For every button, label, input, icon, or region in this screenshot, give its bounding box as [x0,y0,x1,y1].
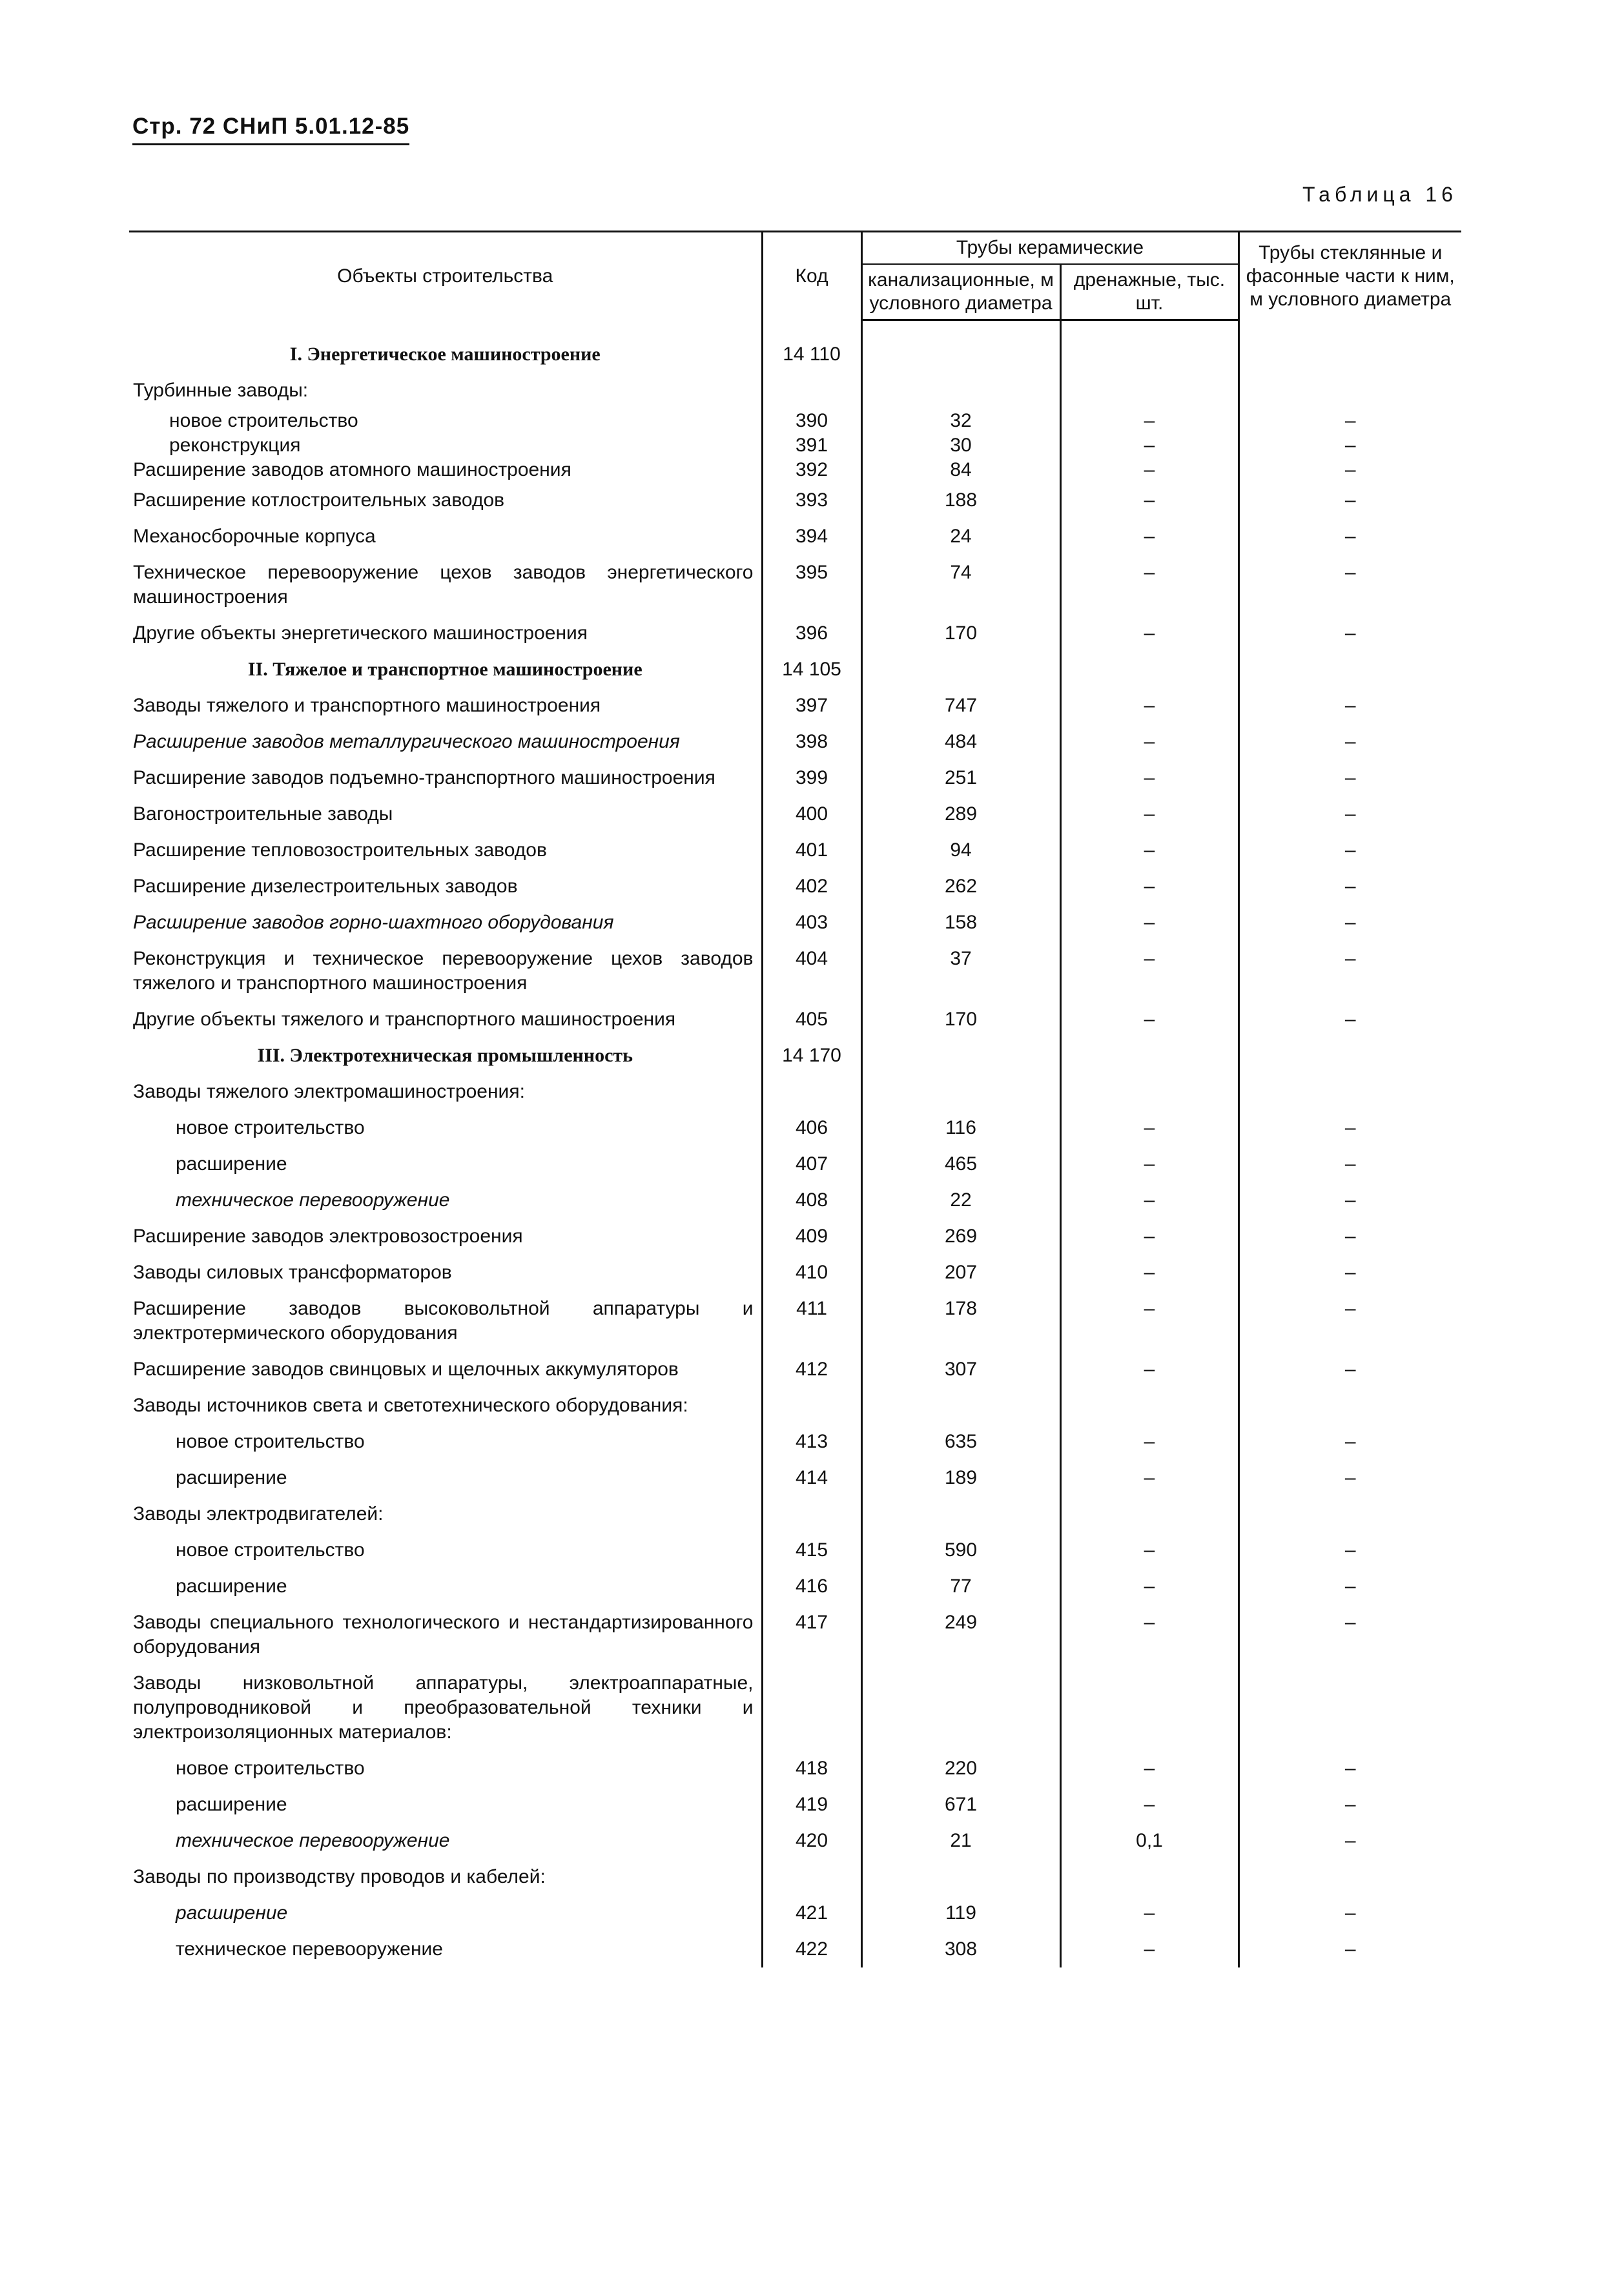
table-row [129,1895,1461,1931]
table-row [129,1931,1461,1967]
row-glass: – [1239,1568,1461,1605]
row-code: 400 [762,796,861,832]
row-code [762,1665,861,1751]
row-glass: – [1239,1218,1461,1255]
table-row [129,832,1461,868]
row-drain: – [1060,1895,1239,1931]
row-glass: – [1239,832,1461,868]
row-code: 401 [762,832,861,868]
row-sewer: 220 [861,1751,1060,1787]
row-drain [1060,1496,1239,1532]
row-sewer: 116 [861,1110,1060,1146]
table-row [129,1074,1461,1110]
row-code: 415 [762,1532,861,1568]
table-row [129,1255,1461,1291]
row-drain [1060,373,1239,409]
table-row [129,1182,1461,1218]
row-glass: – [1239,1605,1461,1665]
section-row [129,652,1461,688]
row-sewer: 30 [861,433,1060,458]
row-name: Другие объекты тяжелого и транспортного машиностроения [133,1008,676,1030]
row-drain [1060,1859,1239,1895]
table-title: Таблица 16 [1302,183,1457,206]
row-code: 411 [762,1291,861,1351]
table-row [129,724,1461,760]
page-header: Стр. 72 СНиП 5.01.12-85 [132,114,409,145]
row-code: 410 [762,1255,861,1291]
row-sewer: 465 [861,1146,1060,1182]
col-ceramic: Трубы керамические [861,232,1239,265]
row-glass: – [1239,1751,1461,1787]
table-row [129,905,1461,941]
table-row [129,409,1461,433]
row-glass: – [1239,458,1461,482]
table-row [129,1823,1461,1859]
row-drain [1060,320,1239,373]
row-code [762,373,861,409]
row-sewer: 590 [861,1532,1060,1568]
row-drain: – [1060,941,1239,1001]
row-code: 395 [762,555,861,615]
row-drain: – [1060,724,1239,760]
row-glass: – [1239,615,1461,652]
row-sewer: 251 [861,760,1060,796]
row-glass: – [1239,1460,1461,1496]
col-code: Код [762,232,861,320]
row-drain: – [1060,1532,1239,1568]
row-name: техническое перевооружение [176,1829,450,1851]
table-row [129,760,1461,796]
table-row [129,458,1461,482]
row-code: 399 [762,760,861,796]
row-code: 407 [762,1146,861,1182]
row-code [762,1388,861,1424]
row-glass: – [1239,1291,1461,1351]
table-row [129,1496,1461,1532]
table-row [129,482,1461,519]
row-code: 397 [762,688,861,724]
row-name: I. Энергетическое машиностроение [289,343,601,365]
row-drain [1060,1038,1239,1074]
row-name: Расширение заводов электровозостроения [133,1225,523,1247]
row-sewer: 207 [861,1255,1060,1291]
row-sewer: 189 [861,1460,1060,1496]
row-drain: – [1060,615,1239,652]
row-sewer: 747 [861,688,1060,724]
row-code: 418 [762,1751,861,1787]
row-glass: – [1239,1351,1461,1388]
row-glass: – [1239,482,1461,519]
row-name: Расширение заводов свинцовых и щелочных аккумуляторов [133,1358,679,1380]
row-name: Другие объекты энергетического машиностроения [133,622,588,644]
row-name: Турбинные заводы: [133,379,309,401]
row-sewer: 94 [861,832,1060,868]
row-glass: – [1239,555,1461,615]
row-name: Расширение дизелестроительных заводов [133,875,518,897]
row-sewer [861,652,1060,688]
row-code: 422 [762,1931,861,1967]
row-glass: – [1239,1424,1461,1460]
table-row [129,1218,1461,1255]
row-name: Расширение заводов горно-шахтного оборудования [133,911,614,933]
pipe-norms-table [129,231,1461,1967]
row-name: расширение [176,1902,288,1924]
row-sewer: 170 [861,1001,1060,1038]
row-drain [1060,652,1239,688]
row-glass: – [1239,1823,1461,1859]
row-drain: 0,1 [1060,1823,1239,1859]
row-drain: – [1060,832,1239,868]
row-sewer: 188 [861,482,1060,519]
row-drain: – [1060,1424,1239,1460]
row-code: 406 [762,1110,861,1146]
table-row [129,1787,1461,1823]
row-code: 402 [762,868,861,905]
row-name: техническое перевооружение [176,1938,443,1960]
row-glass: – [1239,868,1461,905]
row-name: Заводы специального технологического и нестандартизированного оборудования [133,1611,754,1658]
row-drain [1060,1388,1239,1424]
row-name: Заводы электродвигателей: [133,1503,384,1525]
col-drainage: дренажные, тыс. шт. [1060,264,1239,320]
row-glass: – [1239,1182,1461,1218]
row-sewer: 269 [861,1218,1060,1255]
row-drain: – [1060,868,1239,905]
row-code: 416 [762,1568,861,1605]
row-glass: – [1239,1895,1461,1931]
row-drain: – [1060,482,1239,519]
row-sewer: 178 [861,1291,1060,1351]
row-code: 409 [762,1218,861,1255]
row-code: 393 [762,482,861,519]
section-row [129,1038,1461,1074]
row-sewer: 158 [861,905,1060,941]
row-glass: – [1239,905,1461,941]
row-glass: – [1239,1787,1461,1823]
table-row [129,1424,1461,1460]
section-row [129,320,1461,373]
row-drain: – [1060,760,1239,796]
row-drain [1060,1074,1239,1110]
row-drain: – [1060,555,1239,615]
table-row [129,941,1461,1001]
table-row [129,1568,1461,1605]
table-row [129,1146,1461,1182]
row-name: Реконструкция и техническое перевооружение цехов заводов тяжелого и транспортного машиностроения [133,947,754,994]
row-sewer: 307 [861,1351,1060,1388]
row-glass [1239,1665,1461,1751]
row-drain: – [1060,1568,1239,1605]
row-drain [1060,1665,1239,1751]
table-row [129,433,1461,458]
row-name: Расширение заводов металлургического машиностроения [133,730,680,752]
row-drain: – [1060,1605,1239,1665]
row-name: Заводы силовых трансформаторов [133,1261,452,1283]
row-code: 391 [762,433,861,458]
row-drain: – [1060,1291,1239,1351]
col-sewer: канализационные, м условного диаметра [861,264,1060,320]
row-code: 390 [762,409,861,433]
row-sewer: 635 [861,1424,1060,1460]
table-row [129,688,1461,724]
row-drain: – [1060,688,1239,724]
row-sewer: 308 [861,1931,1060,1967]
row-glass: – [1239,796,1461,832]
row-name: новое строительство [176,1116,365,1138]
row-glass [1239,320,1461,373]
row-glass [1239,1074,1461,1110]
row-name: расширение [176,1793,287,1815]
col-glass: Трубы стеклянные и фасонные части к ним, м условного диаметра [1239,232,1461,320]
row-code: 398 [762,724,861,760]
row-glass [1239,1388,1461,1424]
row-code: 14 110 [762,320,861,373]
row-name: III. Электротехническая промышленность [257,1044,633,1066]
row-glass: – [1239,1110,1461,1146]
row-code: 412 [762,1351,861,1388]
row-code: 421 [762,1895,861,1931]
row-code: 417 [762,1605,861,1665]
row-glass: – [1239,1146,1461,1182]
row-code: 14 105 [762,652,861,688]
row-drain: – [1060,458,1239,482]
row-code: 14 170 [762,1038,861,1074]
row-name: II. Тяжелое и транспортное машиностроение [247,658,642,680]
row-code: 405 [762,1001,861,1038]
row-glass: – [1239,1001,1461,1038]
row-code: 414 [762,1460,861,1496]
row-code [762,1859,861,1895]
row-drain: – [1060,409,1239,433]
row-name: реконструкция [169,434,301,456]
row-code [762,1496,861,1532]
table-row [129,1291,1461,1351]
table-row [129,1859,1461,1895]
row-sewer: 289 [861,796,1060,832]
row-name: техническое перевооружение [176,1189,450,1211]
row-sewer [861,1388,1060,1424]
row-sewer: 74 [861,555,1060,615]
row-glass: – [1239,519,1461,555]
row-glass [1239,1496,1461,1532]
row-drain: – [1060,796,1239,832]
row-glass [1239,652,1461,688]
row-sewer [861,320,1060,373]
row-code: 392 [762,458,861,482]
row-drain: – [1060,1351,1239,1388]
row-glass [1239,1038,1461,1074]
row-name: Расширение заводов высоковольтной аппаратуры и электротермического оборудования [133,1297,754,1344]
row-sewer: 84 [861,458,1060,482]
row-name: новое строительство [169,409,358,431]
row-name: Заводы тяжелого электромашиностроения: [133,1080,525,1102]
row-sewer [861,1496,1060,1532]
row-drain: – [1060,1110,1239,1146]
row-sewer: 32 [861,409,1060,433]
table-row [129,615,1461,652]
row-name: расширение [176,1466,287,1488]
row-name: Расширение заводов атомного машиностроения [133,458,571,480]
row-sewer [861,373,1060,409]
row-code: 419 [762,1787,861,1823]
row-drain: – [1060,1001,1239,1038]
row-name: Вагоностроительные заводы [133,803,393,825]
table-row [129,1460,1461,1496]
row-sewer: 22 [861,1182,1060,1218]
row-sewer: 671 [861,1787,1060,1823]
row-name: расширение [176,1153,287,1175]
col-objects: Объекты строительства [129,232,762,320]
row-name: новое строительство [176,1539,365,1561]
row-name: новое строительство [176,1757,365,1779]
row-drain: – [1060,433,1239,458]
row-drain: – [1060,1182,1239,1218]
row-code: 403 [762,905,861,941]
table-row [129,519,1461,555]
row-code: 408 [762,1182,861,1218]
table-row [129,1351,1461,1388]
table-body [129,320,1461,1967]
row-sewer: 24 [861,519,1060,555]
table-row [129,373,1461,409]
row-code: 394 [762,519,861,555]
table-row [129,1605,1461,1665]
table-row [129,1665,1461,1751]
row-code: 420 [762,1823,861,1859]
row-sewer: 21 [861,1823,1060,1859]
row-glass: – [1239,688,1461,724]
row-glass: – [1239,1931,1461,1967]
row-glass: – [1239,724,1461,760]
row-sewer: 249 [861,1605,1060,1665]
row-code: 404 [762,941,861,1001]
table-row [129,555,1461,615]
row-name: Механосборочные корпуса [133,525,376,547]
table-row [129,1110,1461,1146]
row-drain: – [1060,1931,1239,1967]
table-row [129,796,1461,832]
row-sewer: 484 [861,724,1060,760]
row-name: Заводы тяжелого и транспортного машиностроения [133,694,601,716]
row-sewer: 170 [861,615,1060,652]
row-name: Заводы низковольтной аппаратуры, электроаппаратные, полупроводниковой и преобразовательной техники и электроизоляционных материалов: [133,1672,754,1743]
row-name: Расширение тепловозостроительных заводов [133,839,547,861]
row-glass [1239,1859,1461,1895]
row-name: Расширение котлостроительных заводов [133,489,505,511]
row-drain: – [1060,1751,1239,1787]
row-drain: – [1060,1146,1239,1182]
row-glass: – [1239,1255,1461,1291]
row-name: расширение [176,1575,287,1597]
row-glass: – [1239,433,1461,458]
row-name: новое строительство [176,1430,365,1452]
row-name: Расширение заводов подъемно-транспортного машиностроения [133,766,715,788]
table-row [129,868,1461,905]
table-row [129,1532,1461,1568]
row-sewer [861,1074,1060,1110]
row-drain: – [1060,519,1239,555]
row-drain: – [1060,1787,1239,1823]
row-glass: – [1239,1532,1461,1568]
row-drain: – [1060,1255,1239,1291]
row-sewer: 262 [861,868,1060,905]
row-glass: – [1239,760,1461,796]
row-sewer [861,1859,1060,1895]
row-drain: – [1060,905,1239,941]
row-drain: – [1060,1460,1239,1496]
row-glass [1239,373,1461,409]
row-sewer [861,1665,1060,1751]
row-sewer [861,1038,1060,1074]
row-sewer: 37 [861,941,1060,1001]
row-name: Техническое перевооружение цехов заводов энергетического машиностроения [133,561,754,608]
table-row [129,1751,1461,1787]
row-name: Заводы источников света и светотехнического оборудования: [133,1394,688,1416]
row-sewer: 119 [861,1895,1060,1931]
row-glass: – [1239,409,1461,433]
row-name: Заводы по производству проводов и кабелей: [133,1865,546,1887]
table-row [129,1001,1461,1038]
row-code: 396 [762,615,861,652]
row-code: 413 [762,1424,861,1460]
table-header [129,232,1461,320]
row-glass: – [1239,941,1461,1001]
row-sewer: 77 [861,1568,1060,1605]
table-row [129,1388,1461,1424]
row-code [762,1074,861,1110]
row-drain: – [1060,1218,1239,1255]
